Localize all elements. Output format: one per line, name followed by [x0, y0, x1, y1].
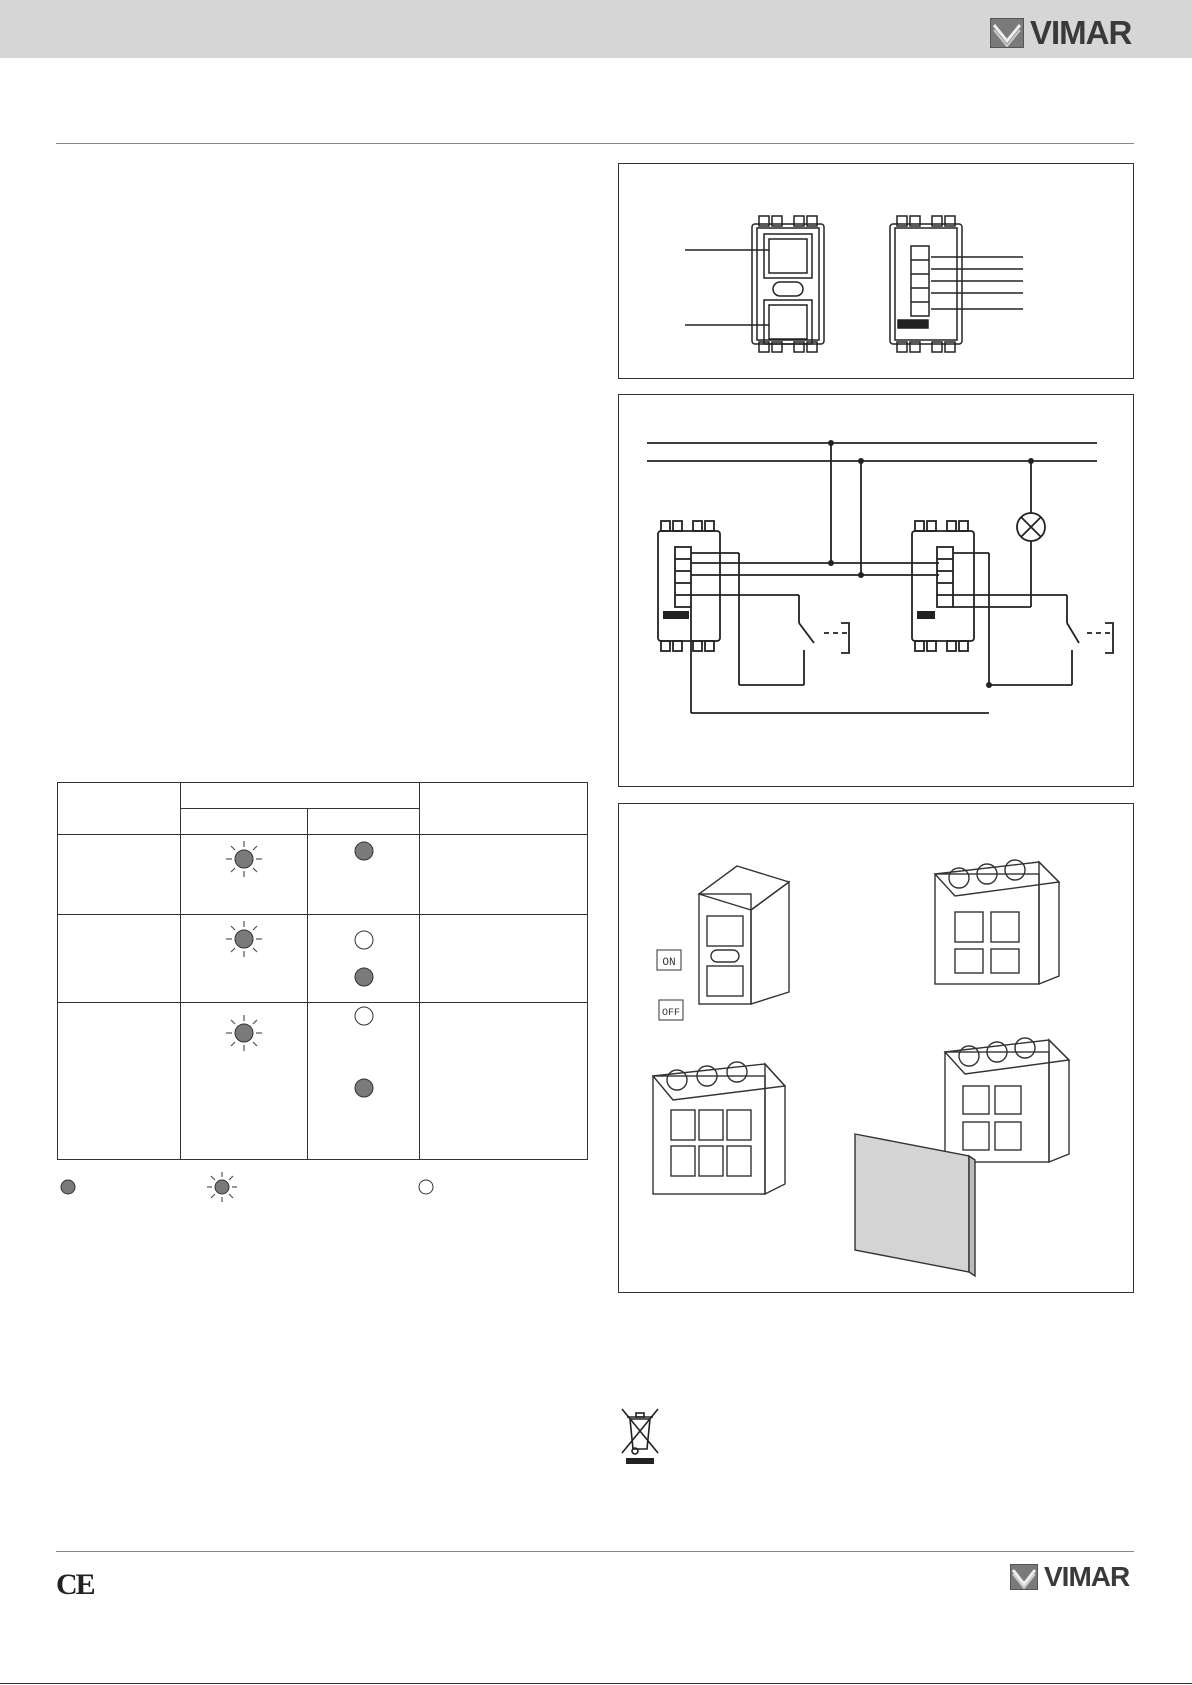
led-blinking-icon: [224, 919, 264, 959]
weee-bin-icon: [618, 1405, 662, 1467]
footer-divider: [56, 1551, 1134, 1552]
led-on-icon: [353, 1005, 375, 1027]
table-row: [58, 1003, 588, 1160]
header-cell-function: [58, 783, 181, 835]
module-isometric: [699, 866, 789, 1004]
svg-text:OFF: OFF: [661, 1008, 681, 1019]
footer-brand-name: VIMAR: [1044, 1561, 1130, 1592]
led-blinking-icon: [207, 1172, 237, 1202]
brand-logo: [990, 14, 1131, 52]
cover-plate: [855, 1134, 975, 1276]
header-bar: [0, 0, 1192, 58]
device-front-view: [685, 216, 824, 352]
table-row: [58, 835, 588, 915]
mounting-box-bottom-left: [653, 1062, 785, 1194]
led-off-icon: [353, 966, 375, 988]
led-blinking-icon: [224, 1013, 264, 1053]
led-legend: [56, 1172, 456, 1202]
left-module: [658, 521, 720, 651]
device-back-view: [890, 216, 1023, 352]
led-blinking-icon: [224, 839, 264, 879]
title-divider: [56, 143, 1134, 144]
vimar-logo-icon: [990, 18, 1024, 48]
header-cell-meaning: [420, 783, 588, 835]
mounting-box-top-right: [935, 860, 1059, 984]
led-off-icon: [61, 1180, 75, 1194]
table-row: [58, 915, 588, 1003]
installation-figure: [618, 803, 1134, 1293]
led-off-icon: [353, 1077, 375, 1099]
right-module: [912, 521, 974, 651]
header-cell-led: [181, 783, 420, 809]
keycap-off: [659, 1000, 683, 1020]
ce-mark: CE: [56, 1568, 94, 1601]
footer-brand-logo: [1010, 1561, 1129, 1593]
vimar-logo-icon: [1010, 1564, 1038, 1590]
svg-text:ON: ON: [662, 957, 676, 969]
wiring-diagram: [618, 394, 1134, 787]
mounting-box-bottom-right: [945, 1038, 1069, 1162]
device-views-figure: [618, 163, 1134, 379]
keycap-on: [657, 950, 681, 970]
page-bottom-line: [0, 1683, 1192, 1684]
led-on-icon: [419, 1180, 433, 1194]
led-status-table: [57, 782, 588, 1160]
led-off-icon: [353, 840, 375, 862]
brand-name: VIMAR: [1030, 14, 1132, 51]
led-on-icon: [353, 929, 375, 951]
